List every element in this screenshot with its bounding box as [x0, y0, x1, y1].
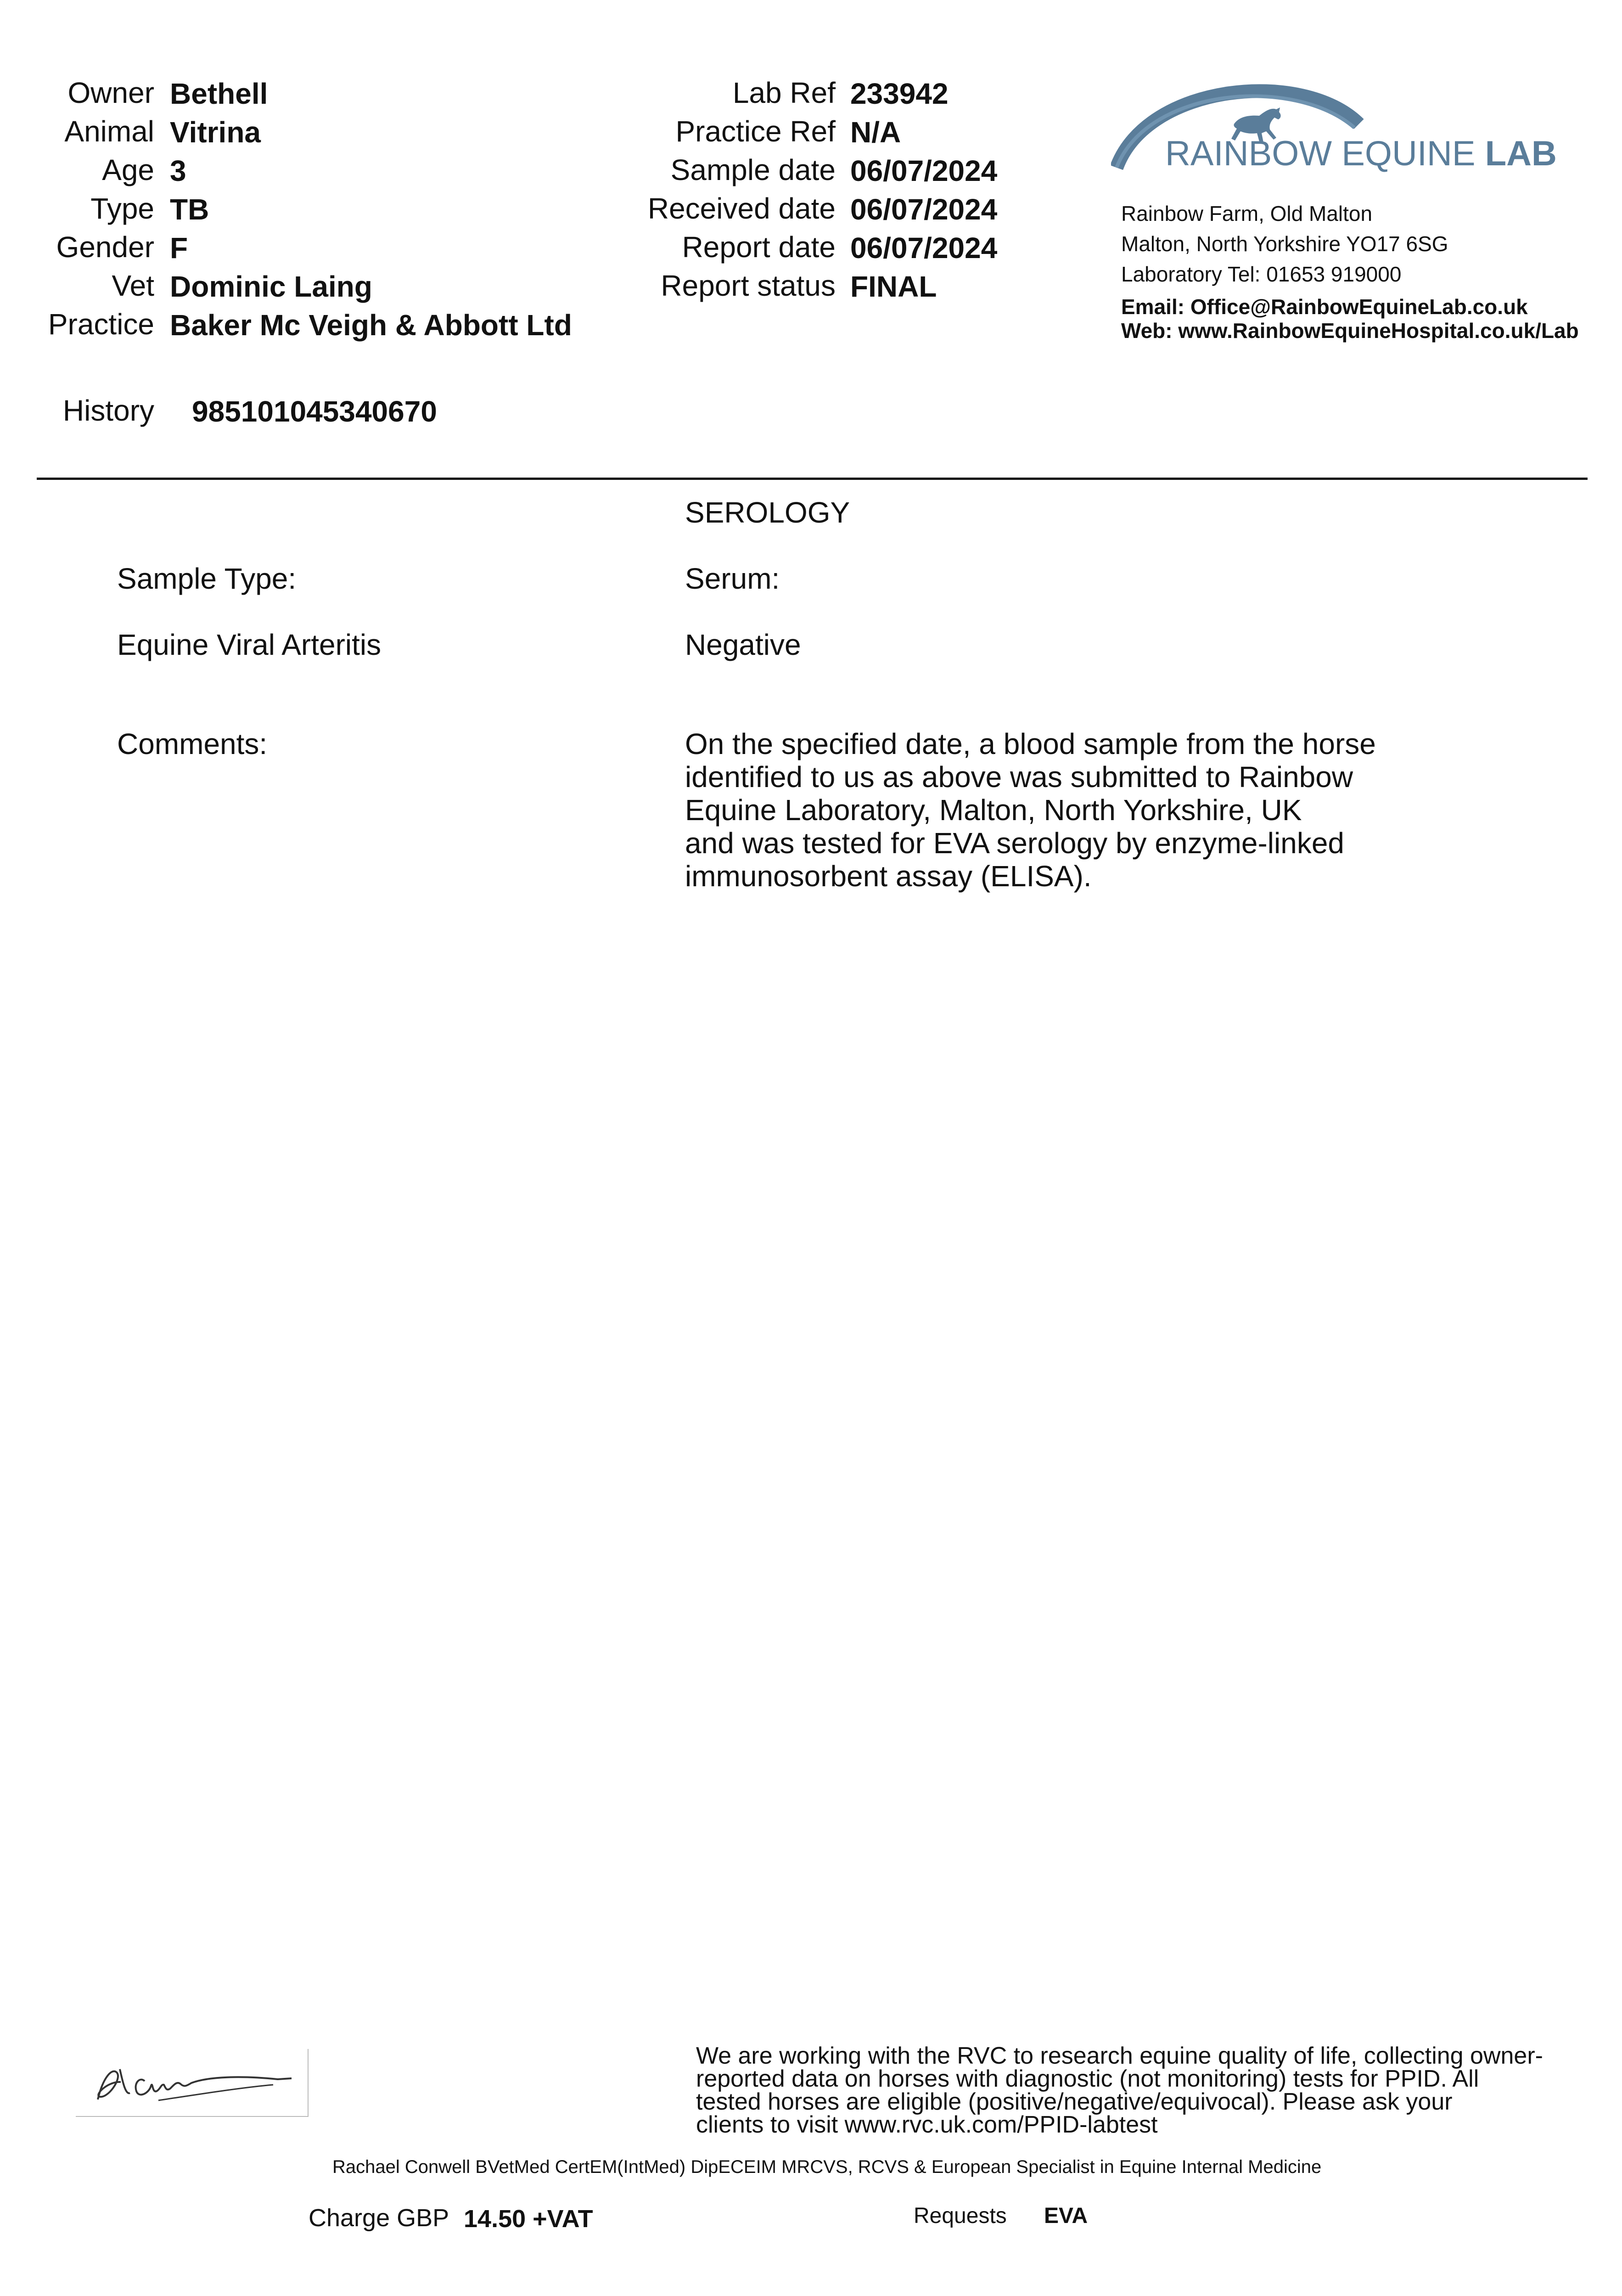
comment-line: and was tested for EVA serology by enzyme-linked: [685, 827, 1344, 860]
handwritten-signature: [76, 2049, 305, 2113]
age-label: Age: [102, 153, 154, 186]
comments-label: Comments:: [117, 727, 268, 760]
rvc-research-note: [696, 2044, 1568, 2136]
history-value: 985101045340670: [192, 395, 437, 428]
signature-box-bottom-edge: [76, 2116, 309, 2117]
report-date-value: 06/07/2024: [850, 231, 998, 264]
comment-line: immunosorbent assay (ELISA).: [685, 860, 1092, 893]
rvc-note-line: tested horses are eligible (positive/negative/equivocal). Please ask your: [696, 2088, 1453, 2115]
charge-value: 14.50 +VAT: [464, 2205, 593, 2233]
vet-label: Vet: [112, 269, 154, 302]
lab-ref-value: 233942: [850, 77, 949, 110]
type-value: TB: [170, 193, 209, 226]
report-date-label: Report date: [682, 231, 836, 264]
practice-label: Practice: [48, 308, 154, 341]
practice-value: Baker Mc Veigh & Abbott Ltd: [170, 309, 572, 342]
logo-name-bold: LAB: [1485, 134, 1557, 173]
practice-ref-value: N/A: [850, 116, 901, 149]
address-line-2: Malton, North Yorkshire YO17 6SG: [1121, 232, 1448, 256]
gender-value: F: [170, 231, 188, 264]
report-status-label: Report status: [661, 269, 836, 302]
rvc-note-line: We are working with the RVC to research equine quality of life, collecting owner-: [696, 2043, 1543, 2069]
history-label: History: [62, 394, 154, 427]
header-divider: [37, 478, 1588, 480]
owner-value: Bethell: [170, 77, 268, 110]
sample-date-value: 06/07/2024: [850, 154, 998, 187]
requests-value: EVA: [1044, 2204, 1088, 2228]
age-value: 3: [170, 154, 186, 187]
comment-line: On the specified date, a blood sample from the horse: [685, 727, 1376, 760]
charge-label: Charge GBP: [309, 2204, 449, 2232]
sample-type-value: Serum:: [685, 562, 780, 595]
practice-ref-label: Practice Ref: [675, 115, 836, 148]
requests-label: Requests: [914, 2204, 1007, 2228]
animal-value: Vitrina: [170, 116, 261, 149]
address-line-3: Laboratory Tel: 01653 919000: [1121, 262, 1402, 286]
rvc-note-line: clients to visit www.rvc.uk.com/PPID-labtest: [696, 2111, 1158, 2138]
sample-date-label: Sample date: [670, 153, 836, 186]
signature-box-right-edge: [308, 2049, 309, 2117]
test-result: Negative: [685, 628, 801, 661]
comment-line: identified to us as above was submitted to Rainbow: [685, 760, 1353, 793]
lab-email: Email: Office@RainbowEquineLab.co.uk: [1121, 295, 1528, 319]
signature-box: [76, 2049, 310, 2118]
comment-line: Equine Laboratory, Malton, North Yorkshire, UK: [685, 793, 1302, 827]
rainbow-equine-lab-logo: [1111, 73, 1557, 184]
vet-value: Dominic Laing: [170, 270, 372, 303]
rvc-note-line: reported data on horses with diagnostic (not monitoring) tests for PPID. All: [696, 2065, 1479, 2092]
lab-web: Web: www.RainbowEquineHospital.co.uk/Lab: [1121, 319, 1579, 343]
animal-label: Animal: [64, 115, 154, 148]
gender-label: Gender: [56, 231, 154, 264]
received-date-label: Received date: [647, 192, 836, 225]
address-line-1: Rainbow Farm, Old Malton: [1121, 202, 1373, 225]
received-date-value: 06/07/2024: [850, 193, 998, 226]
comments-text: [685, 727, 1420, 893]
report-status-value: FINAL: [850, 270, 937, 303]
test-name: Equine Viral Arteritis: [117, 628, 382, 661]
type-label: Type: [90, 192, 154, 225]
owner-label: Owner: [67, 76, 154, 109]
section-title: SEROLOGY: [685, 496, 850, 529]
logo-wordmark: [1165, 133, 1557, 174]
lab-ref-label: Lab Ref: [732, 76, 836, 109]
logo-name-main: RAINBOW EQUINE: [1165, 134, 1485, 173]
signatory-credentials: Rachael Conwell BVetMed CertEM(IntMed) DipECEIM MRCVS, RCVS & European Specialist in Equine Internal Medicine: [332, 2157, 1322, 2177]
sample-type-label: Sample Type:: [117, 562, 297, 595]
